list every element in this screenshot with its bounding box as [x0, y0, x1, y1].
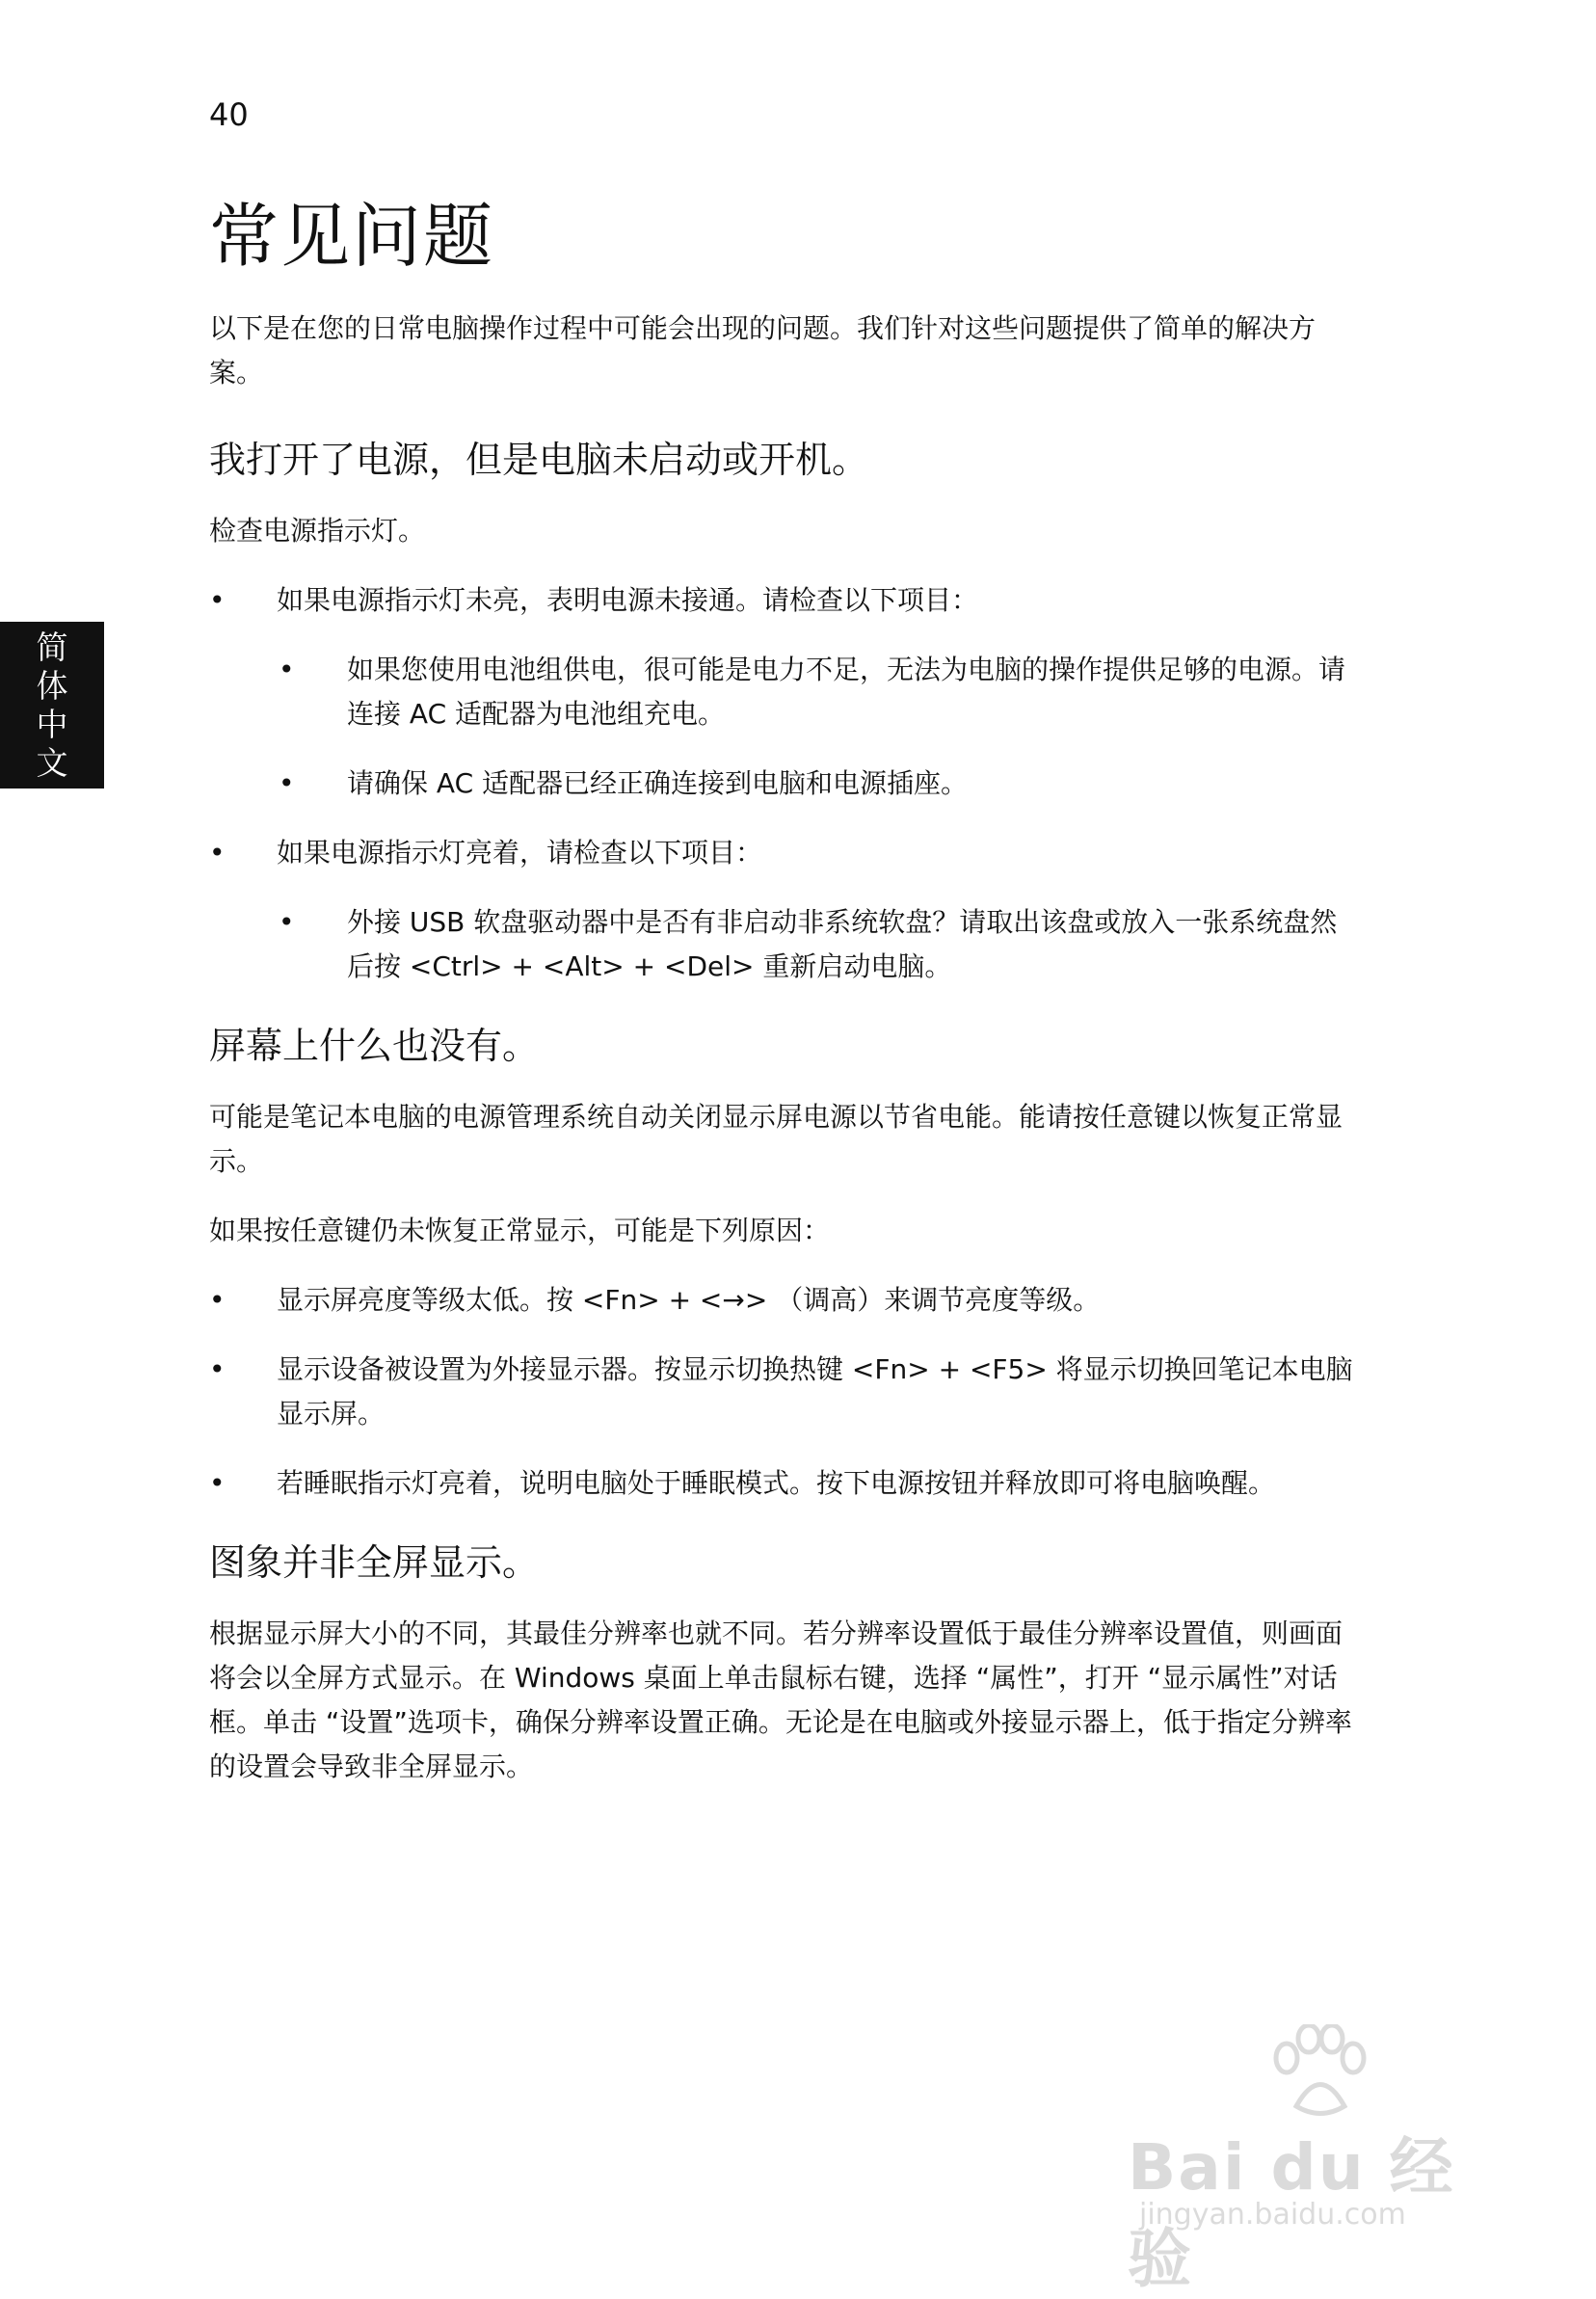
side-tab-char: 中 [36, 705, 68, 743]
intro-paragraph: 以下是在您的日常电脑操作过程中可能会出现的问题。我们针对这些问题提供了简单的解决方案。 [209, 312, 1317, 388]
faq-section-power [209, 436, 1356, 989]
page-title: 常见问题 [209, 196, 495, 277]
bullet-icon: • [209, 1353, 226, 1385]
watermark-text: Bai du 经验 [1128, 2130, 1455, 2296]
list-item [209, 1348, 1356, 1436]
baidu-jingyan-watermark [1128, 2024, 1494, 2296]
bullet-icon: • [209, 1284, 226, 1316]
list-item [209, 831, 1356, 989]
list-item-text: 显示屏亮度等级太低。按 <Fn> + <→> （调高）来调节亮度等级。 [277, 1284, 1101, 1316]
list-item-text: 显示设备被设置为外接显示器。按显示切换热键 <Fn> + <F5> 将显示切换回笔记本电脑显示屏。 [277, 1353, 1353, 1430]
bullet-icon: • [279, 767, 295, 799]
bullet-icon: • [209, 1467, 226, 1499]
list-item [209, 1278, 1356, 1323]
bullet-list [209, 578, 1356, 989]
list-item [209, 578, 1356, 806]
section-heading: 屏幕上什么也没有。 [209, 1025, 540, 1067]
bullet-icon: • [279, 906, 295, 938]
section-heading: 我打开了电源，但是电脑未启动或开机。 [209, 439, 869, 481]
paw-logo-icon [1263, 2024, 1369, 2121]
faq-section-not-fullscreen [209, 1538, 1356, 1789]
section-heading: 图象并非全屏显示。 [209, 1541, 540, 1584]
sub-list-item [209, 648, 1356, 736]
bullet-icon: • [209, 837, 226, 869]
sub-list-item-text: 外接 USB 软盘驱动器中是否有非启动非系统软盘？请取出该盘或放入一张系统盘然后按 <Ctrl> + <Alt> + <Del> 重新启动电脑。 [347, 906, 1338, 982]
bullet-icon: • [279, 654, 295, 685]
list-item-text: 如果电源指示灯亮着，请检查以下项目： [277, 837, 763, 869]
section-paragraph: 如果按任意键仍未恢复正常显示，可能是下列原因： [209, 1215, 831, 1246]
faq-section-blank-screen [209, 1022, 1356, 1506]
sub-list-item-text: 请确保 AC 适配器已经正确连接到电脑和电源插座。 [347, 767, 969, 799]
page-number: 40 [209, 96, 249, 133]
side-tab-char: 体 [36, 666, 68, 705]
sub-bullet-list [209, 648, 1356, 806]
bullet-icon: • [209, 584, 226, 616]
sub-list-item-text: 如果您使用电池组供电，很可能是电力不足，无法为电脑的操作提供足够的电源。请连接 AC 适配器为电池组充电。 [347, 654, 1346, 730]
bullet-list [209, 1278, 1356, 1506]
sub-list-item [209, 900, 1356, 989]
sub-bullet-list [209, 900, 1356, 989]
list-item [209, 1461, 1356, 1506]
page-content [209, 193, 1356, 1822]
section-paragraph: 可能是笔记本电脑的电源管理系统自动关闭显示屏电源以节省电能。能请按任意键以恢复正常显示。 [209, 1101, 1343, 1177]
section-paragraph: 根据显示屏大小的不同，其最佳分辨率也就不同。若分辨率设置低于最佳分辨率设置值，则画面将会以全屏方式显示。在 Windows 桌面上单击鼠标右键，选择 “属性”，打开 “显示属性”对话框。单击 “设置”选项卡，确保分辨率设置正确。无论是在电脑或外接显示器上，低于指定分辨率的设置会导致非全屏显示。 [209, 1617, 1352, 1782]
language-side-tab [0, 622, 104, 789]
watermark-url: jingyan.baidu.com [1139, 2198, 1406, 2232]
list-item-text: 若睡眠指示灯亮着，说明电脑处于睡眠模式。按下电源按钮并释放即可将电脑唤醒。 [277, 1467, 1276, 1499]
section-paragraph: 检查电源指示灯。 [209, 515, 426, 547]
sub-list-item [209, 762, 1356, 806]
list-item-text: 如果电源指示灯未亮，表明电源未接通。请检查以下项目： [277, 584, 979, 616]
side-tab-char: 文 [36, 743, 68, 782]
side-tab-char: 简 [36, 628, 68, 666]
